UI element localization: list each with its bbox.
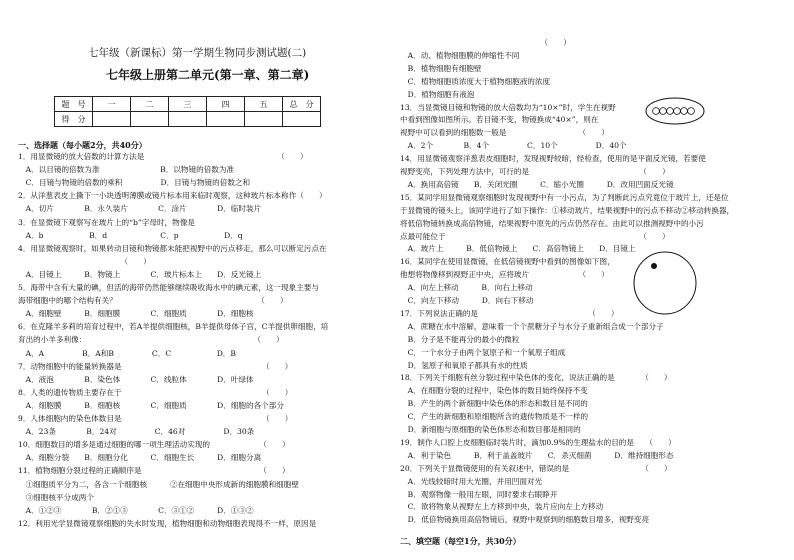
question-line: 10．细胞数目的增多是通过细胞的哪一项生理活动实现的 （ ） [18, 440, 290, 450]
question-line: 于显微镜的镜头上，该同学进行了如下操作：①移动玻片，结果视野中的污点不移动②移动转换器， [400, 205, 735, 215]
score-row-values [55, 112, 321, 127]
score-cell: 三 [169, 97, 207, 112]
question-line: 20．下列关于显微镜使用的有关叙述中，错误的是 （ ） [400, 463, 672, 473]
section-choice-heading: 一、选择题（每小题2分，共40分） [18, 140, 147, 150]
question-line: B．观察物像一般用左眼，同时要求右眼睁开 [400, 489, 558, 499]
question-line: D．氢原子和氧原子都具有水的性质 [400, 360, 528, 370]
question-line: A．换用高倍镜 B．关闭光圈 C．缩小光圈 D．改用凹面反光镜 [400, 179, 674, 189]
question-line: 7．动物细胞中的能量转换器是 （ ） [18, 361, 293, 371]
question-line: 2．从洋葱表皮上撕下一小块透明薄膜或镜片标本用来临时观察，这种玻片标本称作（ ） [18, 191, 327, 201]
question-line: 12．利用光学显微镜观察细胞的失水时发现，植物细胞和动物细胞表现得不一样，原因是 [18, 518, 317, 528]
score-blank[interactable] [93, 112, 131, 127]
question-line: ①细胞质平分为二，各含一个细胞核 ②在细胞中央形成新的细胞膜和细胞壁 [18, 479, 299, 489]
score-cell: 四 [207, 97, 245, 112]
score-table [54, 96, 321, 127]
score-row-header [55, 97, 321, 112]
question-line: 育出的小羊多利像： （ ） [18, 335, 284, 345]
exam-subtitle: 七年级上册第二单元(第一章、第二章) [106, 68, 310, 82]
question-line: 4．用显微镜观察时，如果转动目镜和物镜都未能把视野中的污点移走，那么可以断定污点在 [18, 243, 327, 253]
question-line: 19．制作人口腔上皮细胞临时装片时，滴加0.9%的生理盐水的目的是 （ ） [400, 437, 676, 447]
question-line: A．23条 B．24对 C．46对 D．30条 [18, 427, 255, 437]
question-line: A．目镜上 B．物镜上 C．玻片标本上 D．反光镜上 [18, 269, 262, 279]
question-line: 中看到图像如图所示。若目镜不变，物镜换成“40×”，则在 [400, 115, 599, 125]
question-line: （ ） [18, 256, 151, 266]
score-label: 得 分 [55, 112, 93, 127]
question-line: B．植物细胞有细胞壁 [400, 63, 482, 73]
question-line: D．低倍物镜换用高倍物镜后，视野中观察到的细胞数目增多，视野变亮 [400, 515, 650, 525]
score-cell: 二 [131, 97, 169, 112]
score-cell: 一 [93, 97, 131, 112]
question-line: 3．在显微镜下观察写在玻片上的“b”字母时，物像是 [18, 217, 195, 227]
question-line: A．在细胞分裂的过程中，染色体的数目始终保持不变 [400, 386, 588, 396]
question-line: 将低倍物镜转换成高倍物镜，结果视野中原先的污点仍然存在。由此可以推测视野中的小污 [400, 218, 704, 228]
question-line: 13．当显微镜目镜和物镜的放大倍数均为“10×”时，学生在视野 [400, 102, 616, 112]
question-line: 14．用显微镜观察洋葱表皮细胞时，发现视野较暗，经检查，使用的是平面反光镜，若要使 [400, 154, 706, 164]
question-line: A．切片 B．永久装片 C．涂片 D．临时装片 [18, 204, 262, 214]
question-line: 17．下列说法正确的是 （ ） [400, 308, 619, 318]
q13-cells-figure [644, 96, 706, 126]
question-line: 9．人体细胞内的染色体数目是 （ ） [18, 414, 293, 423]
question-line: 8．人类的遗传物质主要存在于 （ ） [18, 387, 293, 397]
score-cell: 五 [245, 97, 283, 112]
score-blank[interactable] [245, 112, 283, 127]
question-line: A．2个 B．4个 C．10个 D．40个 [400, 141, 627, 151]
score-blank[interactable] [169, 112, 207, 127]
question-line: A．液泡 B．染色体 C．线粒体 D．叶绿体 [18, 374, 254, 384]
q16-field-of-view-figure [632, 250, 698, 316]
question-line: A．蔗糖在水中溶解，意味着一个个蔗糖分子与水分子重新组合成一个部分子 [400, 321, 664, 331]
question-line: C．目镜与物镜的倍数的乘积 D．目镜与物镜的倍数之和 [18, 178, 251, 188]
question-line: 15．某同学用显微镜观察细胞时发现视野中有一小污点，为了判断此污点究竟位于玻片上，还是位 [400, 192, 729, 202]
score-blank[interactable] [207, 112, 245, 127]
question-line: D．植物细胞有液泡 [400, 89, 475, 99]
question-line: C．植物细胞质浓度大于植物细胞液的浓度 [400, 76, 551, 86]
question-line: C．产生的新细胞和原细胞所含的遗传物质是不一样的 [400, 412, 589, 422]
score-cell: 题 号 [55, 97, 93, 112]
question-line: 视野中可以看到的细胞数一般是 （ ） [400, 128, 609, 138]
question-line: 点最可能位于 （ ） [400, 231, 670, 241]
question-line: A．b B．d C．p D．q [18, 230, 243, 240]
question-line: （ ） [400, 38, 571, 47]
exam-title: 七年级（新课标）第一学期生物同步测试题(二) [88, 47, 307, 59]
question-line: A．细胞分裂 B．细胞分化 C．细胞生长 D．细胞分离 [18, 453, 262, 463]
score-blank[interactable] [131, 112, 169, 127]
question-line: 18．下列关于细胞有丝分裂过程中染色体的变化，说法正确的是 （ ） [400, 373, 672, 383]
question-line: C．欲将物象从视野左上方移到中央，装片应向左上方移动 [400, 502, 604, 512]
question-line: A．利于染色 B．利于盖盖玻片 C．杀灭细菌 D．维持细胞形态 [400, 450, 674, 460]
question-line: B．分子是不能再分的最小的微粒 [400, 334, 520, 344]
question-line: 16．某同学在使用显微镜，在低倍镜视野中看到的图像如下图， [400, 257, 615, 267]
question-line: D．新细胞与原细胞的染色体形态和数目都是相同的 [400, 425, 581, 434]
question-line: A．①②③ B．②①③ C．③①② D．①③② [18, 505, 254, 515]
question-line: 海带细胞中的哪个结构有关？ （ ） [18, 296, 288, 306]
question-line: A．动、植物细胞膜的伸缩性不同 [400, 50, 520, 60]
question-line: A．光线较暗时用大光圈，并用凹面对光 [400, 476, 543, 486]
question-line: 视野变亮，下列处理方法中，可行的是 （ ） [400, 167, 670, 176]
question-line: ③细胞核平分成两个 [18, 492, 94, 502]
question-line: C．一个水分子由两个氢原子和一个氧原子组成 [400, 347, 566, 357]
question-line: 他想将物像移到视野正中央，应将玻片 （ ） [400, 270, 609, 280]
score-blank[interactable] [283, 112, 321, 127]
question-line: A．细胞壁 B．细胞膜 C．细胞质 D．细胞核 [18, 309, 254, 319]
question-line: 5．海带中含有大量的碘，但活的海带仍然能够继续吸收海水中的碘元素，这一现象主要与 [18, 283, 319, 292]
section-fill-heading: 二、填空题（每空1分，共30分） [400, 536, 521, 546]
question-line: A．玻片上 B．低倍物镜上 C．高倍物镜上 D．目镜上 [400, 244, 636, 254]
question-line: A．细胞膜 B．细胞核 C．细胞质 D．细胞的各个部分 [18, 400, 284, 410]
question-line: A．向左上移动 B．向右上移动 [400, 283, 533, 293]
score-cell: 总 分 [283, 97, 321, 112]
question-line: A．A B．A和B C．C D．B [18, 348, 236, 358]
question-line: B．产生的两个新细胞中染色体的形态和数目是不同的 [400, 399, 588, 409]
question-line: 1．用显微镜的放大倍数的计算方法是 （ ） [18, 152, 308, 161]
question-line: 11．植物细胞分裂过程的正确顺序是 （ ） [18, 466, 290, 476]
question-line: A．以目镜的倍数为准 B．以物镜的倍数为准 [18, 165, 235, 175]
question-line: C．向左下移动 D．向右下移动 [400, 296, 534, 305]
question-line: 6．在克隆羊多莉的培育过程中，若A羊提供细胞核，B羊提供母体子宫，C羊提供卵细胞，培 [18, 322, 329, 332]
